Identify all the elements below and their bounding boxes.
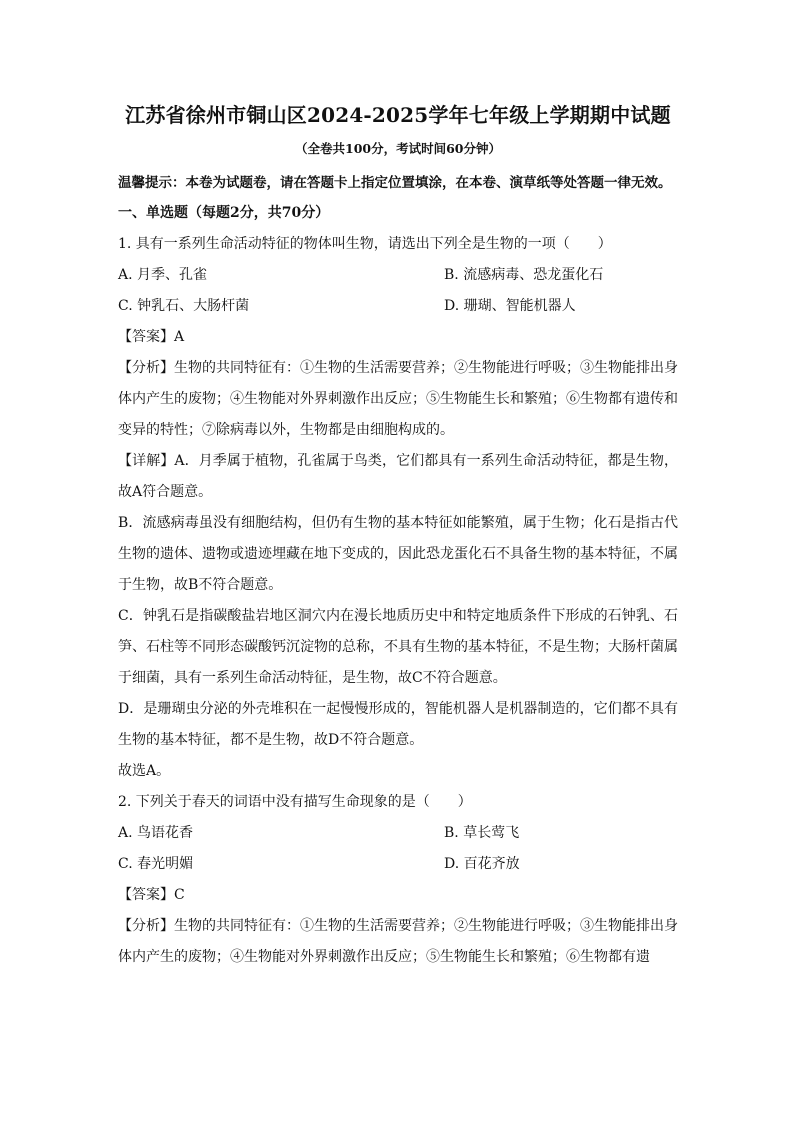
question-options [118,818,678,880]
option-d: D. 百花齐放 [444,856,520,872]
question-stem: 2. 下列关于春天的词语中没有描写生命现象的是（ ） [118,794,472,810]
question-options [118,260,678,322]
option-b: B. 流感病毒、恐龙蛋化石 [444,267,604,283]
question-stem: 1. 具有一系列生命活动特征的物体叫生物，请选出下列全是生物的一项（ ） [118,236,612,252]
option-c: C. 春光明媚 [118,856,194,872]
analysis-paragraph: 【分析】生物的共同特征有：①生物的生活需要营养；②生物能进行呼吸；③生物能排出身体内产生的废物；④生物能对外界刺激作出反应；⑤生物能生长和繁殖；⑥生物都有遗传和变异的特性；⑦除病毒以外，生物都是由细胞构成的。 [118,360,678,438]
page-subtitle: （全卷共100分，考试时间60分钟） [295,141,501,156]
detail-paragraph-a: 【详解】A．月季属于植物，孔雀属于鸟类，它们都具有一系列生命活动特征，都是生物，故A符合题意。 [118,453,678,500]
page-title: 江苏省徐州市铜山区2024-2025学年七年级上学期期中试题 [125,103,671,127]
section-heading: 一、单选题（每题2分，共70分） [118,205,330,221]
answer-line: 【答案】A [118,329,185,345]
option-b: B. 草长莺飞 [444,825,520,841]
detail-paragraph-b: B．流感病毒虽没有细胞结构，但仍有生物的基本特征如能繁殖，属于生物；化石是指古代生物的遗体、遗物或遗迹埋藏在地下变成的，因此恐龙蛋化石不具备生物的基本特征，不属于生物，故B不符合题意。 [118,515,678,593]
notice-text: 温馨提示：本卷为试题卷，请在答题卡上指定位置填涂，在本卷、演草纸等处答题一律无效。 [118,175,672,191]
option-a: A. 月季、孔雀 [118,267,208,283]
exam-page [118,100,678,973]
detail-paragraph-d: D．是珊瑚虫分泌的外壳堆积在一起慢慢形成的，智能机器人是机器制造的，它们都不具有生物的基本特征，都不是生物，故D不符合题意。 [118,701,678,748]
option-c: C. 钟乳石、大肠杆菌 [118,298,250,314]
answer-line: 【答案】C [118,887,185,903]
detail-paragraph-c: C．钟乳石是指碳酸盐岩地区洞穴内在漫长地质历史中和特定地质条件下形成的石钟乳、石笋、石柱等不同形态碳酸钙沉淀物的总称，不具有生物的基本特征，不是生物；大肠杆菌属于细菌，具有一系列生命活动特征，是生物，故C不符合题意。 [118,608,678,686]
option-d: D. 珊瑚、智能机器人 [444,298,576,314]
conclusion-line: 故选A。 [118,763,171,779]
option-a: A. 鸟语花香 [118,825,194,841]
analysis-paragraph: 【分析】生物的共同特征有：①生物的生活需要营养；②生物能进行呼吸；③生物能排出身体内产生的废物；④生物能对外界刺激作出反应；⑤生物能生长和繁殖；⑥生物都有遗 [118,918,678,965]
question-2 [118,787,678,973]
question-1 [118,229,678,787]
